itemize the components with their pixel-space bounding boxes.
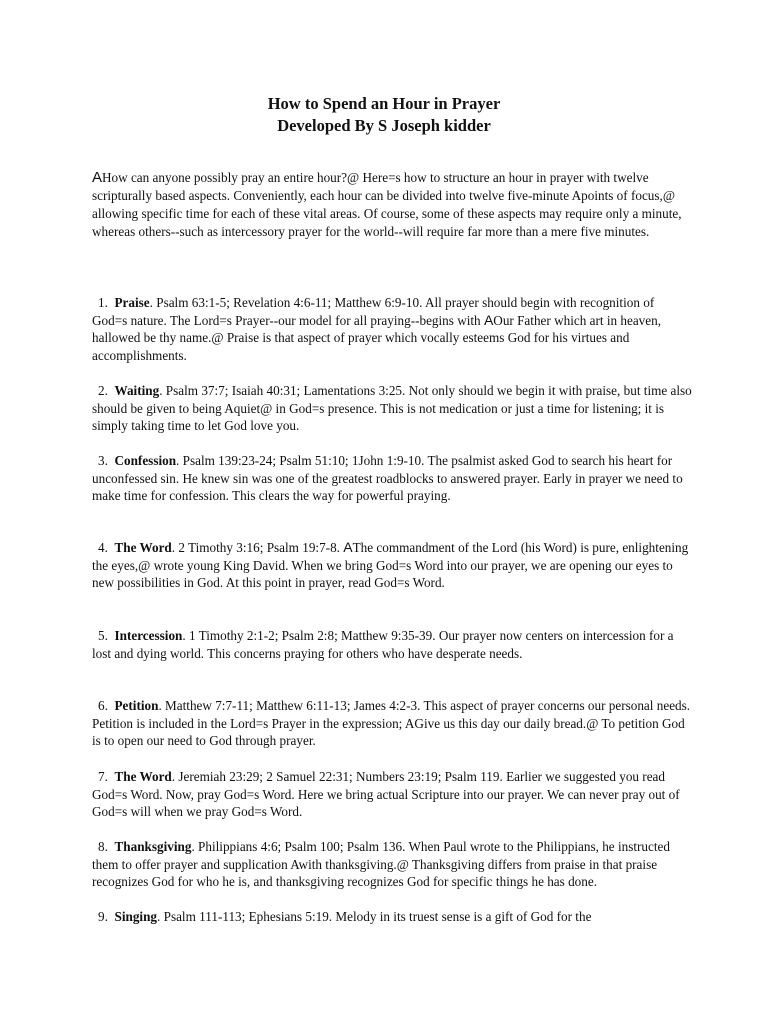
item-text: . Psalm 139:23-24; Psalm 51:10; 1John 1:9-10. The psalmist asked God to search his heart for unconfessed sin. He knew sin was one of the greatest roadblocks to answered prayer. Early in prayer we need to make time for confession. This clears the way for powerful praying. xyxy=(92,453,683,504)
item-number: 8. xyxy=(98,839,108,854)
intro-text: How can anyone possibly pray an entire hour?@ Here=s how to structure an hour in prayer with twelve scripturally based aspects. Conveniently, each hour can be divided into twelve five-minute Apoints of focus,@ allowing specific time for each of these vital areas. Of course, some of these aspects may require only a minute, whereas others--such as intercessory prayer for the world--will require far more than a mere five minutes. xyxy=(92,170,682,239)
item-number: 7. xyxy=(98,769,108,784)
list-item-the-word-prayed xyxy=(92,768,692,821)
item-heading: The Word xyxy=(114,769,172,784)
item-number: 4. xyxy=(98,540,108,555)
item-number: 2. xyxy=(98,383,108,398)
item-heading: Waiting xyxy=(114,383,160,398)
item-heading: Intercession xyxy=(114,628,183,643)
list-item-thanksgiving xyxy=(92,838,692,891)
item-text: . 1 Timothy 2:1-2; Psalm 2:8; Matthew 9:35-39. Our prayer now centers on intercession for a lost and dying world. This concerns praying for others who have desperate needs. xyxy=(92,628,674,661)
item-heading: The Word xyxy=(114,540,172,555)
list-item-waiting xyxy=(92,382,692,435)
list-item-singing xyxy=(92,908,692,926)
item-lead-char: A xyxy=(343,539,353,555)
item-text: . 2 Timothy 3:16; Psalm 19:7-8. xyxy=(171,540,344,555)
item-text: . Psalm 63:1-5; Revelation 4:6-11; Matthew 6:9-10. All prayer should begin with recognition of God=s nature. The Lord=s Prayer--our model for all praying--begins with xyxy=(92,295,655,328)
item-number: 9. xyxy=(98,909,108,924)
list-item-confession xyxy=(92,452,692,505)
item-text: . Jeremiah 23:29; 2 Samuel 22:31; Numbers 23:19; Psalm 119. Earlier we suggested you read God=s Word. Now, pray God=s Word. Here we bring actual Scripture into our prayer. We can never pray out of God=s will when we pray God=s Word. xyxy=(92,769,680,820)
item-heading: Petition xyxy=(114,698,159,713)
intro-lead-char: A xyxy=(92,169,103,186)
item-lead-char: A xyxy=(483,311,494,328)
item-heading: Confession xyxy=(114,453,177,468)
item-text: . Philippians 4:6; Psalm 100; Psalm 136. When Paul wrote to the Philippians, he instructed them to offer prayer and supplication Awith thanksgiving.@ Thanksgiving differs from praise in that praise recognizes God for who he is, and thanksgiving recognizes God for specific things he has done. xyxy=(92,839,670,890)
list-item-the-word xyxy=(92,539,692,592)
item-number: 5. xyxy=(98,628,108,643)
item-heading: Praise xyxy=(114,295,150,310)
item-number: 6. xyxy=(98,698,108,713)
item-number: 1. xyxy=(98,295,108,310)
document-subtitle: Developed By S Joseph kidder xyxy=(277,116,491,135)
item-text-continued: Our Father which art in heaven, hallowed be thy name.@ Praise is that aspect of prayer which vocally esteems God for his virtues and accomplishments. xyxy=(92,312,662,364)
item-text-continued: The commandment of the Lord (his Word) is pure, enlightening the eyes,@ wrote young King David. When we bring God=s Word into our prayer, we are opening our eyes to new possibilities in God. At this point in prayer, read God=s Word. xyxy=(92,540,689,591)
item-number: 3. xyxy=(98,453,108,468)
item-heading: Thanksgiving xyxy=(114,839,192,854)
item-text: . Matthew 7:7-11; Matthew 6:11-13; James 4:2-3. This aspect of prayer concerns our personal needs. Petition is included in the Lord=s Prayer in the expression; AGive us this day our daily bread.@ To petition God is to open our need to God through prayer. xyxy=(92,698,691,749)
item-text: . Psalm 37:7; Isaiah 40:31; Lamentations 3:25. Not only should we begin it with praise, but time also should be given to being Aquiet@ in God=s presence. This is not medication or just a time for listening; it is simply taking time to let God love you. xyxy=(92,383,692,434)
intro-paragraph xyxy=(92,169,692,241)
list-item-praise xyxy=(92,294,692,365)
document-title: How to Spend an Hour in Prayer xyxy=(267,94,501,113)
list-item-intercession xyxy=(92,627,692,662)
list-item-petition xyxy=(92,697,692,750)
item-heading: Singing xyxy=(114,909,158,924)
item-text: . Psalm 111-113; Ephesians 5:19. Melody in its truest sense is a gift of God for the xyxy=(157,909,592,924)
